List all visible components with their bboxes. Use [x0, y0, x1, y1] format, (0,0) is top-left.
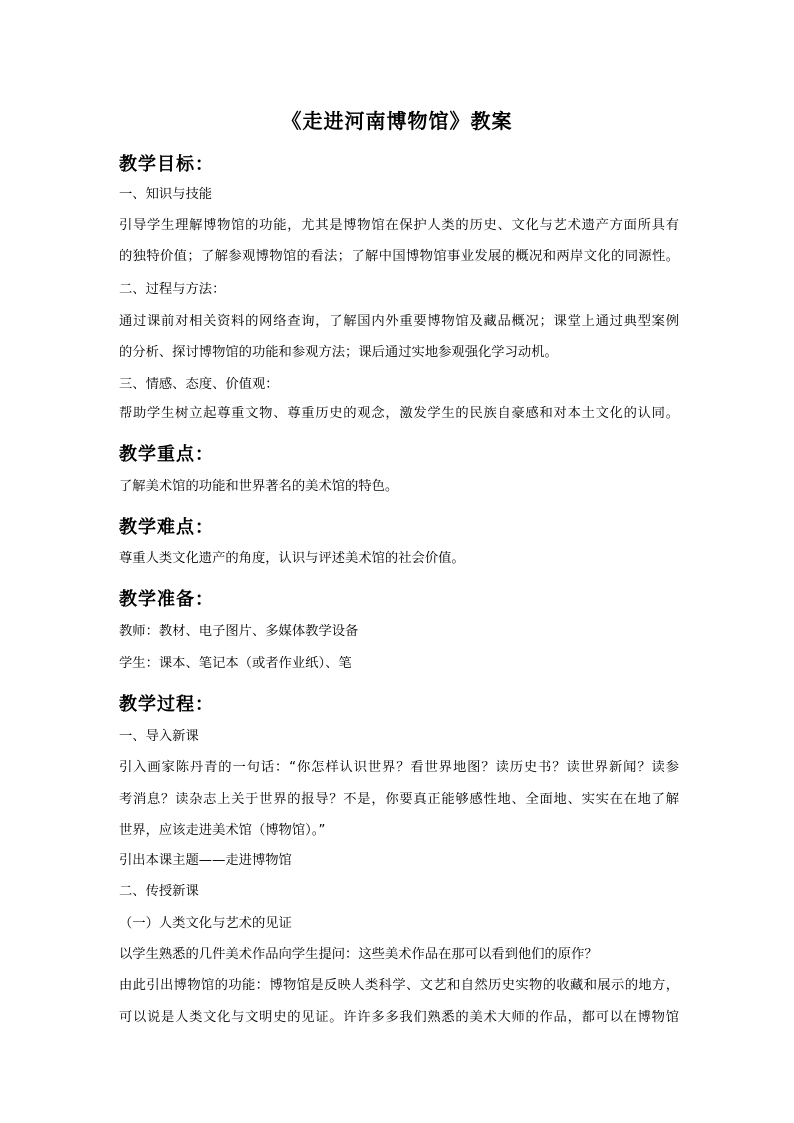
objectives-sub2: 二、过程与方法： [119, 282, 226, 297]
process-sub1: 一、导入新课 [119, 729, 199, 744]
heading-key-points: 教学重点： [119, 444, 214, 465]
objectives-sub3: 三、情感、态度、价值观： [119, 377, 279, 392]
process-question: 以学生熟悉的几件美术作品向学生提问：这些美术作品在那可以看到他们的原作？ [119, 947, 598, 962]
heading-preparation: 教学准备： [119, 589, 214, 610]
heading-process: 教学过程： [119, 694, 214, 715]
preparation-teacher: 教师：教材、电子图片、多媒体教学设备 [119, 624, 359, 639]
process-sub2a: （一）人类文化与艺术的见证 [119, 916, 292, 931]
difficulties-text: 尊重人类文化遗产的角度，认识与评述美术馆的社会价值。 [119, 551, 465, 566]
heading-difficulties: 教学难点： [119, 517, 214, 538]
document-title: 《走进河南博物馆》教案 [281, 109, 513, 133]
process-topic: 引出本课主题——走进博物馆 [119, 853, 292, 868]
objectives-p1-line1: 引导学生理解博物馆的功能，尤其是博物馆在保护人类的历史、文化与艺术遗产方面所具有 [119, 218, 679, 233]
objectives-sub1: 一、知识与技能 [119, 187, 213, 202]
preparation-student: 学生：课本、笔记本（或者作业纸）、笔 [119, 656, 352, 671]
process-quote-line1: 引入画家陈丹青的一句话：“你怎样认识世界？看世界地图？读历史书？读世界新闻？读参 [119, 760, 679, 775]
objectives-p3: 帮助学生树立起尊重文物、尊重历史的观念，激发学生的民族自豪感和对本土文化的认同。 [119, 406, 679, 421]
process-quote-line3: 世界，应该走进美术馆（博物馆）。” [119, 823, 326, 838]
process-function-line2: 可以说是人类文化与文明史的见证。许许多多我们熟悉的美术大师的作品，都可以在博物馆 [119, 1010, 679, 1025]
key-points-text: 了解美术馆的功能和世界著名的美术馆的特色。 [119, 479, 399, 494]
objectives-p2-line2: 的分析、探讨博物馆的功能和参观方法；课后通过实地参观强化学习动机。 [119, 345, 558, 360]
objectives-p2-line1: 通过课前对相关资料的网络查询，了解国内外重要博物馆及藏品概况；课堂上通过典型案例 [119, 314, 679, 329]
heading-objectives: 教学目标： [119, 154, 214, 175]
objectives-p1-line2: 的独特价值；了解参观博物馆的看法；了解中国博物馆事业发展的概况和两岸文化的同源性。 [119, 249, 679, 264]
process-sub2: 二、传授新课 [119, 884, 199, 899]
process-quote-line2: 考消息？读杂志上关于世界的报导？不是，你要真正能够感性地、全面地、实实在在地了解 [119, 792, 679, 807]
process-function-line1: 由此引出博物馆的功能：博物馆是反映人类科学、文艺和自然历史实物的收藏和展示的地方， [119, 978, 679, 993]
